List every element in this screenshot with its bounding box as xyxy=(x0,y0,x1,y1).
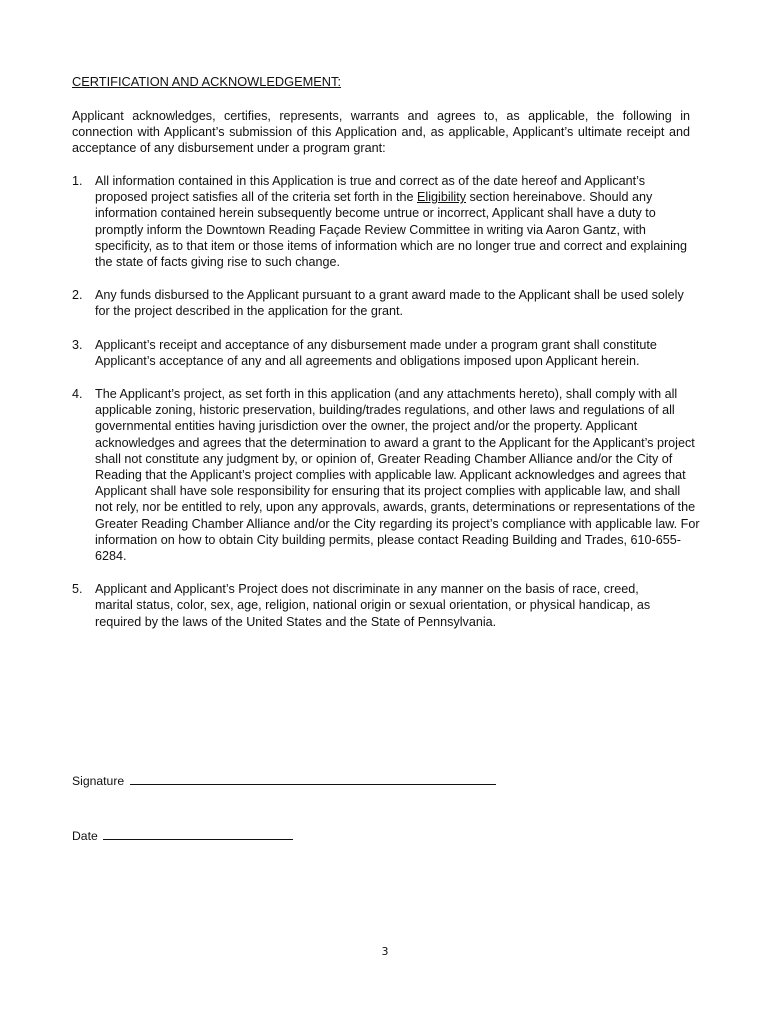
list-item xyxy=(72,287,690,319)
list-item xyxy=(72,386,700,564)
date-row xyxy=(72,826,293,844)
list-item xyxy=(72,337,680,369)
section-heading: CERTIFICATION AND ACKNOWLEDGEMENT: xyxy=(72,74,342,89)
item-text: All information contained in this Application is true and correct as of the date hereof and Applicant’s proposed project satisfies all of the criteria set forth in the xyxy=(95,174,646,205)
item-number: 1. xyxy=(72,174,83,188)
list-item xyxy=(72,581,665,630)
intro-paragraph: Applicant acknowledges, certifies, represents, warrants and agrees to, as applicable, the following in connection with Applicant’s submission of this Application and, as applicable, Applicant’s ultimate receipt and acceptance of any disbursement under a program grant: xyxy=(72,109,690,156)
certification-list xyxy=(72,173,700,647)
item-text: section hereinabove. Should any information contained herein subsequently become untrue or incorrect, Applicant shall have a duty to promptly inform the Downtown Reading Façade Review Committee in writing via Aaron Gantz, with specificity, as to that item or those items of information which are no longer true and correct and explaining the state of facts giving rise to such change. xyxy=(95,190,687,270)
item-number: 3. xyxy=(72,337,83,352)
item-number: 5. xyxy=(72,582,83,597)
page-number: 3 xyxy=(381,945,389,958)
eligibility-link[interactable]: Eligibility xyxy=(417,190,467,205)
signature-field[interactable] xyxy=(130,771,496,785)
date-field[interactable] xyxy=(103,826,293,840)
item-text: Applicant and Applicant’s Project does not discriminate in any manner on the basis of race, creed, marital status, color, sex, age, religion, national origin or sexual orientation, or physical handicap, as required by the laws of the United States and the State of Pennsylvania. xyxy=(95,582,651,629)
item-text: The Applicant’s project, as set forth in this application (and any attachments hereto), shall comply with all applicable zoning, historic preservation, building/trades regulations, and other laws and regulations of all governmental entities having jurisdiction over the owner, the project and/or the property. Applicant acknowledges and agrees that the determination to award a grant to the Applicant for the Applicant’s project shall not constitute any judgment by, or opinion of, Greater Reading Chamber Alliance and/or the City of Reading that the Applicant’s project complies with applicable law. Applicant acknowledges and agrees that Applicant shall have sole responsibility for ensuring that its project complies with applicable law, and shall not rely, nor be entitled to rely, upon any approvals, awards, grants, determinations or representations of the Greater Reading Chamber Alliance and/or the City regarding its project’s compliance with applicable law. For information on how to obtain City building permits, please contact Reading Building and Trades, 610-655-6284. xyxy=(95,387,700,564)
item-text: Applicant’s receipt and acceptance of any disbursement made under a program grant shall constitute Applicant’s acceptance of any and all agreements and obligations imposed upon Applicant herein. xyxy=(95,337,657,368)
item-number: 4. xyxy=(72,387,83,402)
date-label: Date xyxy=(72,829,98,843)
list-item xyxy=(72,173,695,270)
item-text: Any funds disbursed to the Applicant pursuant to a grant award made to the Applicant shall be used solely for the project described in the application for the grant. xyxy=(95,288,684,319)
item-number: 2. xyxy=(72,288,83,303)
signature-label: Signature xyxy=(72,774,125,788)
signature-row xyxy=(72,771,496,789)
